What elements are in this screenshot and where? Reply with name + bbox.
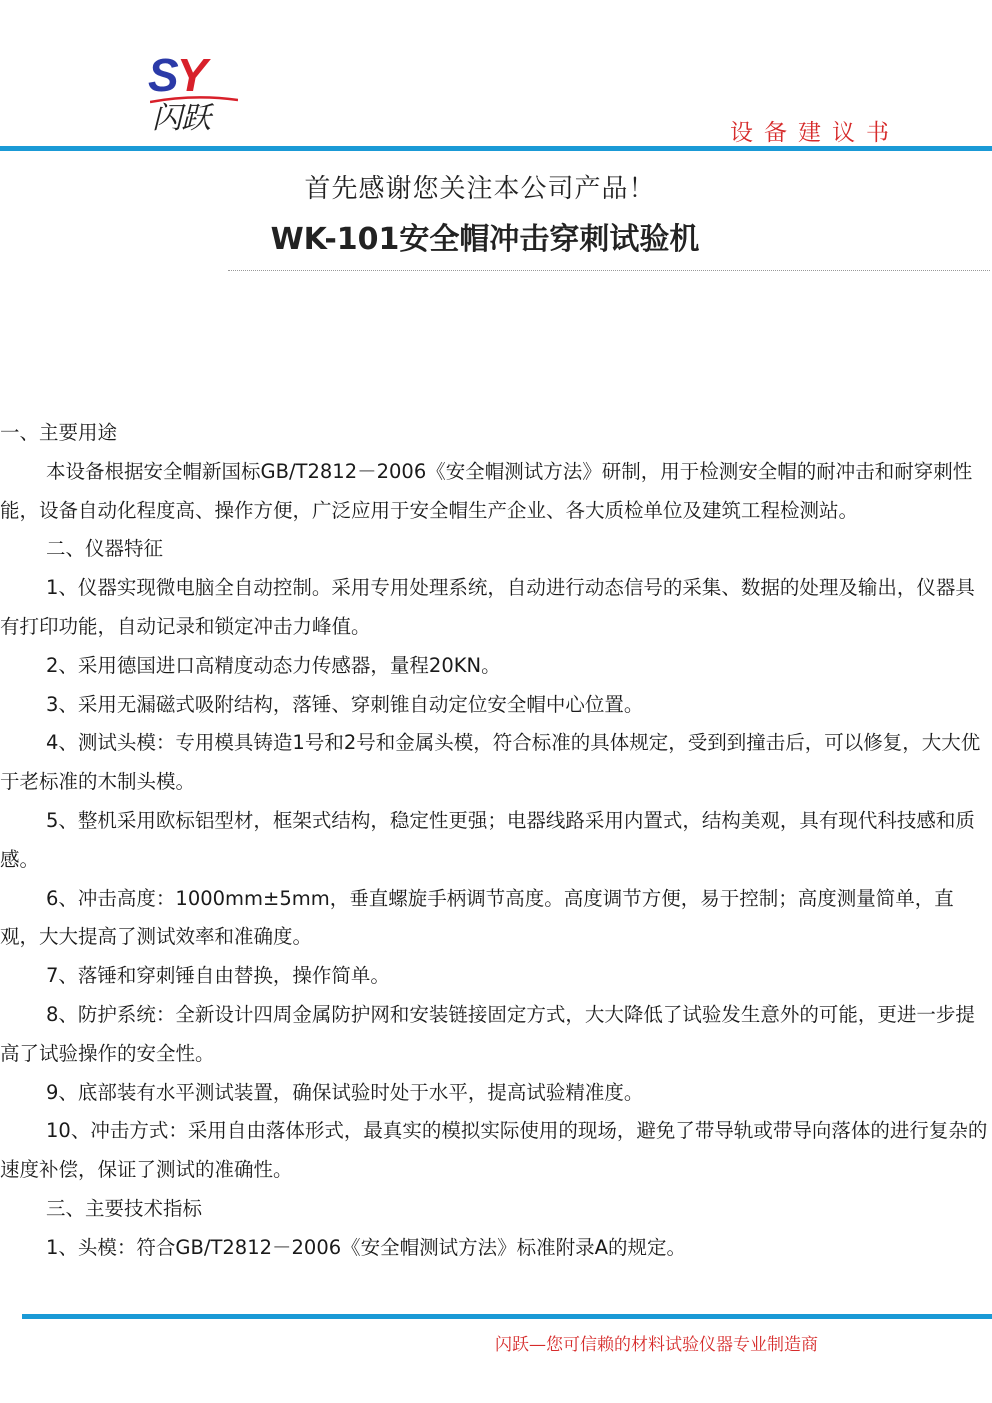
feature-item: 3、采用无漏磁式吸附结构，落锤、穿刺锥自动定位安全帽中心位置。 [46,692,644,716]
spec-item: 1、头模：符合GB/T2812－2006《安全帽测试方法》标准附录A的规定。 [46,1235,686,1259]
section-heading-main-use: 一、主要用途 [0,421,118,444]
feature-item: 8、防护系统：全新设计四周金属防护网和安装链接固定方式，大大降低了试验发生意外的可能，更进一步提高了试验操作的安全性。 [0,1002,975,1065]
feature-item: 5、整机采用欧标铝型材，框架式结构，稳定性更强；电器线路采用内置式，结构美观，具有现代科技感和质感。 [0,808,975,871]
footer-slogan: 闪跃—您可信赖的材料试验仪器专业制造商 [495,1335,818,1355]
feature-item: 9、底部装有水平测试装置，确保试验时处于水平，提高试验精准度。 [46,1080,644,1104]
feature-item: 1、仪器实现微电脑全自动控制。采用专用处理系统，自动进行动态信号的采集、数据的处理及输出，仪器具有打印功能，自动记录和锁定冲击力峰值。 [0,576,975,638]
section-heading-features: 二、仪器特征 [46,537,164,561]
product-title: WK-101安全帽冲击穿刺试验机 [270,222,700,257]
logo-letter-s: S [148,49,177,101]
feature-item: 2、采用德国进口高精度动态力传感器，量程20KN。 [46,653,501,677]
feature-item: 6、冲击高度：1000mm±5mm，垂直螺旋手柄调节高度。高度调节方便，易于控制；高度测量简单，直观，大大提高了测试效率和准确度。 [0,886,954,949]
feature-item: 4、测试头模：专用模具铸造1号和2号和金属头模，符合标准的具体规定，受到到撞击后，可以修复，大大优于老标准的木制头模。 [0,731,981,794]
logo-letter-y: Y [176,49,206,101]
feature-item: 10、冲击方式：采用自由落体形式，最真实的模拟实际使用的现场，避免了带导轨或带导向落体的进行复杂的速度补偿，保证了测试的准确性。 [0,1119,988,1182]
thanks-heading: 首先感谢您关注本公司产品！ [304,174,656,204]
document-type-label: 设备建议书 [730,120,900,146]
company-logo [148,49,240,136]
logo-chinese-name: 闪跃 [152,101,210,136]
header-divider [0,146,992,151]
logo-letters [148,49,206,101]
paragraph: 本设备根据安全帽新国标GB/T2812－2006《安全帽测试方法》研制，用于检测安全帽的耐冲击和耐穿刺性能，设备自动化程度高、操作方便，广泛应用于安全帽生产企业、各大质检单位及建筑工程检测站。 [0,459,973,522]
footer-divider [22,1314,992,1319]
feature-item: 7、落锤和穿刺锤自由替换，操作简单。 [46,964,390,988]
section-heading-specs: 三、主要技术指标 [46,1196,203,1220]
title-dotted-divider [228,270,990,271]
document-body [0,414,990,1268]
